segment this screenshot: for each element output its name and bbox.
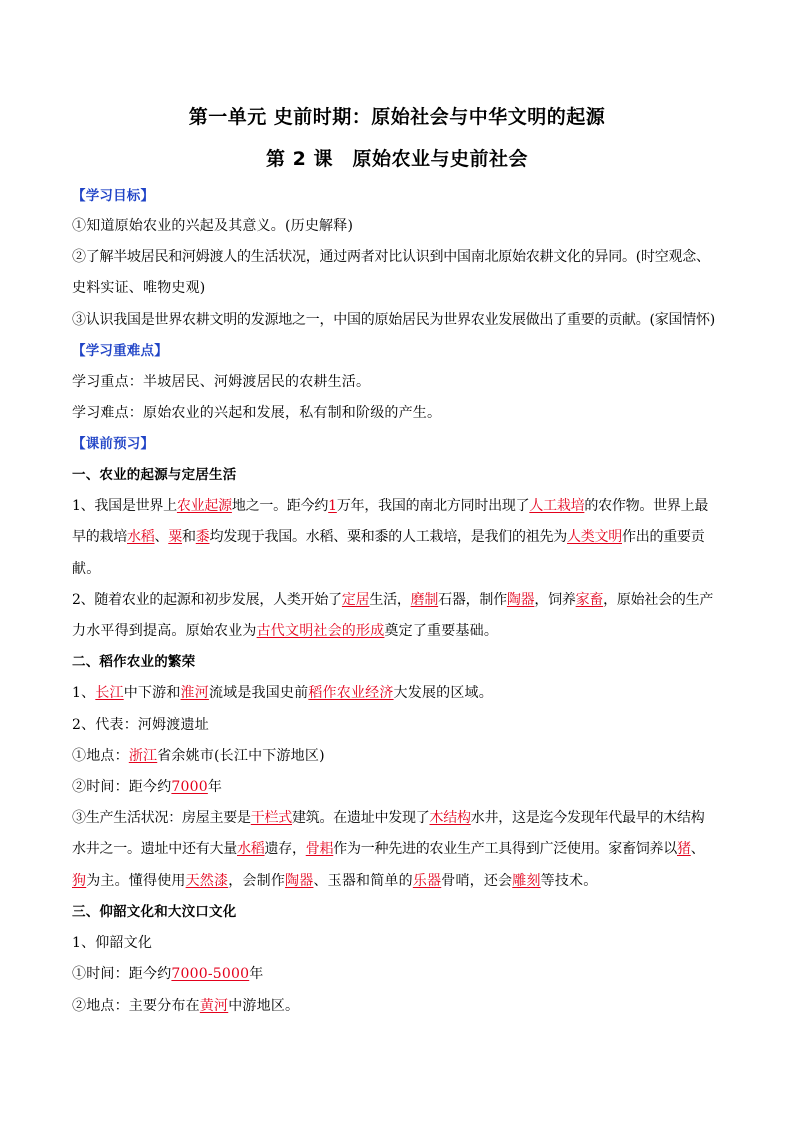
text: 奠定了重要基础。 bbox=[384, 623, 499, 639]
answer: 干栏式 bbox=[250, 810, 292, 826]
answer: 家畜 bbox=[575, 592, 604, 608]
s2-life-line3 bbox=[72, 872, 732, 890]
text: 1、 bbox=[72, 685, 96, 701]
answer: 稻作农业经济 bbox=[308, 685, 394, 701]
preview-heading: 【课前预习】 bbox=[72, 436, 155, 452]
answer: 雕刻 bbox=[512, 873, 541, 889]
s3-paragraph-1: 1、仰韶文化 bbox=[72, 935, 153, 951]
text: 、 bbox=[690, 841, 705, 857]
answer: 磨制 bbox=[410, 592, 439, 608]
section-1-title: 一、农业的起源与定居生活 bbox=[72, 467, 237, 483]
text: 遗存， bbox=[264, 841, 306, 857]
objective-3: ③认识我国是世界农耕文明的发源地之一，中国的原始居民为世界农业发展做出了重要的贡献。(家国情怀) bbox=[72, 312, 715, 328]
unit-title: 第一单元 史前时期：原始社会与中华文明的起源 bbox=[188, 106, 606, 128]
text: 1、我国是世界上 bbox=[72, 498, 177, 514]
answer: 水稻 bbox=[237, 841, 265, 857]
text: ，原始社会的生产 bbox=[603, 592, 714, 608]
text: ，饲养 bbox=[534, 592, 576, 608]
section-3-title: 三、仰韶文化和大汶口文化 bbox=[72, 904, 237, 920]
text: 水井，这是迄今发现年代最早的木结构 bbox=[470, 810, 705, 826]
text: 建筑。在遗址中发现了 bbox=[292, 810, 430, 826]
s1-paragraph-2-line1 bbox=[72, 591, 732, 609]
text: 年 bbox=[207, 779, 223, 795]
objective-2-line1: ②了解半坡居民和河姆渡人的生活状况，通过两者对比认识到中国南北原始农耕文化的异同。(时空观念、 bbox=[72, 249, 710, 265]
answer: 乐器 bbox=[412, 873, 442, 889]
answer: 1 bbox=[328, 498, 337, 514]
text: ①时间：距今约 bbox=[72, 966, 172, 982]
s1-paragraph-1-line2 bbox=[72, 528, 732, 546]
answer: 陶器 bbox=[285, 873, 314, 889]
text: 年 bbox=[249, 966, 264, 982]
s1-paragraph-2-line2 bbox=[72, 622, 732, 640]
s2-paragraph-1 bbox=[72, 684, 732, 702]
text: ③生产生活状况：房屋主要是 bbox=[72, 810, 251, 826]
objective-2-line2: 史料实证、唯物史观) bbox=[72, 280, 206, 296]
text: 、玉器和简单的 bbox=[313, 873, 413, 889]
key-points-heading: 【学习重难点】 bbox=[72, 343, 168, 359]
s3-place bbox=[72, 997, 732, 1015]
text: 的农作物。世界上最 bbox=[584, 498, 709, 514]
answer: 人工栽培 bbox=[529, 498, 585, 514]
answer: 长江 bbox=[95, 685, 124, 701]
text: 均发现于我国。水稻、粟和黍的人工栽培，是我们的祖先为 bbox=[209, 529, 567, 545]
answer: 农业起源 bbox=[176, 498, 232, 514]
answer: 粟 bbox=[168, 529, 182, 545]
answer: 古代文明社会的形成 bbox=[256, 623, 385, 639]
text: 石器，制作 bbox=[438, 592, 507, 608]
text: 万年，我国的南北方同时出现了 bbox=[336, 498, 530, 514]
answer: 7000-5000 bbox=[171, 966, 250, 982]
text: 等技术。 bbox=[540, 873, 598, 889]
text: 2、随着农业的起源和初步发展，人类开始了 bbox=[72, 592, 342, 608]
answer: 天然漆 bbox=[185, 873, 229, 889]
text: 为主。懂得使用 bbox=[86, 873, 186, 889]
text: ②地点：主要分布在 bbox=[72, 998, 200, 1014]
text: 中下游和 bbox=[123, 685, 181, 701]
s2-time bbox=[72, 778, 732, 796]
s1-paragraph-1-line1 bbox=[72, 497, 732, 515]
answer: 黄河 bbox=[199, 998, 229, 1014]
text: 生活， bbox=[369, 592, 411, 608]
s2-life-line1 bbox=[72, 809, 732, 827]
answer: 人类文明 bbox=[567, 529, 622, 545]
objectives-heading: 【学习目标】 bbox=[72, 188, 155, 204]
s2-life-line2 bbox=[72, 840, 732, 858]
key-point: 学习重点：半坡居民、河姆渡居民的农耕生活。 bbox=[72, 374, 371, 390]
difficult-point: 学习难点：原始农业的兴起和发展，私有制和阶级的产生。 bbox=[72, 405, 442, 421]
text: 骨哨，还会 bbox=[441, 873, 513, 889]
answer: 水稻 bbox=[127, 529, 155, 545]
text: 中游地区。 bbox=[228, 998, 300, 1014]
text: 和 bbox=[182, 529, 196, 545]
answer: 黍 bbox=[195, 529, 210, 545]
answer: 7000 bbox=[171, 779, 208, 795]
s1-paragraph-1-line3: 献。 bbox=[72, 561, 101, 577]
answer: 猪 bbox=[677, 841, 691, 857]
answer: 浙江 bbox=[128, 748, 158, 764]
text: ①地点： bbox=[72, 748, 129, 764]
text: 省余姚市(长江中下游地区) bbox=[157, 748, 325, 764]
section-2-title: 二、稻作农业的繁荣 bbox=[72, 654, 196, 670]
s2-place bbox=[72, 747, 732, 765]
text: 大发展的区域。 bbox=[393, 685, 493, 701]
answer: 定居 bbox=[341, 592, 370, 608]
text: 水井之一。遗址中还有大量 bbox=[72, 841, 237, 857]
answer: 淮河 bbox=[180, 685, 209, 701]
answer: 木结构 bbox=[429, 810, 471, 826]
text: 、 bbox=[154, 529, 169, 545]
text: 流域是我国史前 bbox=[208, 685, 309, 701]
text: 地之一。距今约 bbox=[231, 498, 329, 514]
answer: 陶器 bbox=[506, 592, 535, 608]
text: 作出的重要贡 bbox=[622, 529, 705, 545]
text: 力水平得到提高。原始农业为 bbox=[72, 623, 257, 639]
text: 早的栽培 bbox=[72, 529, 127, 545]
text: ，会制作 bbox=[228, 873, 286, 889]
objective-1: ①知道原始农业的兴起及其意义。(历史解释) bbox=[72, 218, 354, 234]
text: ②时间：距今约 bbox=[72, 779, 172, 795]
answer: 狗 bbox=[72, 873, 87, 889]
s2-paragraph-2: 2、代表：河姆渡遗址 bbox=[72, 717, 209, 733]
answer: 骨耜 bbox=[305, 841, 334, 857]
text: 作为一种先进的农业生产工具得到广泛使用。家畜饲养以 bbox=[333, 841, 677, 857]
s3-time bbox=[72, 965, 732, 983]
lesson-title: 第 2 课 原始农业与史前社会 bbox=[266, 148, 528, 170]
